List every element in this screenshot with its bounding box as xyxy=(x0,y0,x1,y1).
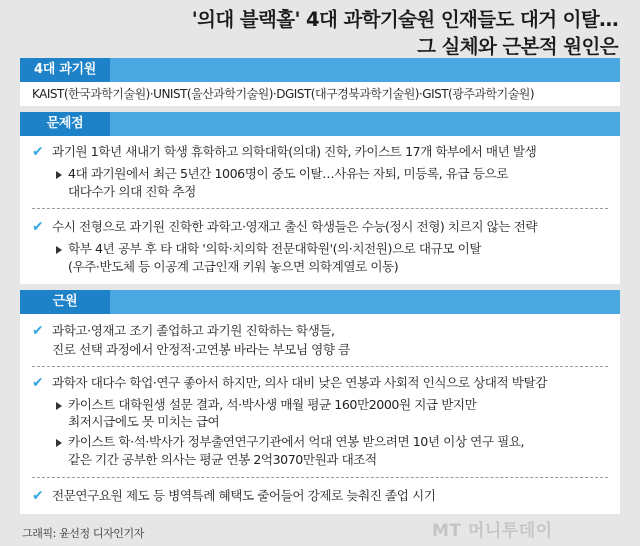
problem-2-detail-line-1: 학부 4년 공부 후 타 대학 '의학·치의학 전문대학원'(의·치전원)으로 대규모 이탈 xyxy=(68,241,482,256)
problem-2-text: 수시 전형으로 과기원 진학한 과학고·영재고 출신 학생들은 수능(정시 전형) 치르지 않는 전략 xyxy=(52,219,538,234)
cause-2-detail-1-line-1: 카이스트 대학원생 설문 결과, 석·박사생 매월 평균 160만2000원 지급 받지만 xyxy=(68,397,477,412)
money-today-logo: MT 머니투데이 xyxy=(432,521,553,541)
title-line-2: 그 실체와 근본적 원인은 xyxy=(417,35,618,58)
problem-1-text: 과기원 1학년 새내기 학생 휴학하고 의학대학(의대) 진학, 카이스트 17개 학부에서 매년 발생 xyxy=(52,144,537,159)
problems-panel xyxy=(20,136,620,284)
problem-1-detail-line-1: 4대 과기원에서 최근 5년간 1006명이 중도 이탈…사유는 자퇴, 미등록, 유급 등으로 xyxy=(68,166,508,181)
cause-2-text: 과학자 대다수 학업·연구 좋아서 하지만, 의사 대비 낮은 연봉과 사회적 인식으로 상대적 박탈감 xyxy=(52,375,547,390)
problems-header: 문제점 xyxy=(20,112,110,136)
triangle-bullet-icon xyxy=(56,439,62,447)
check-icon: ✔ xyxy=(32,375,44,391)
causes-panel xyxy=(20,314,620,514)
problem-2-detail-line-2: (우주·반도체 등 이공계 고급인재 키워 놓으면 의학계열로 이동) xyxy=(68,259,399,274)
graphic-credit: 그래픽: 윤선정 디자인기자 xyxy=(22,527,144,540)
cause-3-text: 전문연구요원 제도 등 병역특례 혜택도 줄어들어 강제로 늦춰진 졸업 시기 xyxy=(52,488,436,503)
check-icon: ✔ xyxy=(32,488,44,504)
institutes-panel xyxy=(20,82,620,106)
cause-2-detail-2-line-2: 같은 기간 공부한 의사는 평균 연봉 2억3070만원과 대조적 xyxy=(68,452,377,467)
causes-header-bar xyxy=(20,290,620,314)
problems-header-bar xyxy=(20,112,620,136)
institutes-list: KAIST(한국과학기술원)·UNIST(울산과학기술원)·DGIST(대구경북과학기술원)·GIST(광주과학기술원) xyxy=(32,87,535,101)
page-title xyxy=(192,6,618,60)
check-icon: ✔ xyxy=(32,323,44,339)
cause-2-detail-2-line-1: 카이스트 학·석·박사가 정부출연연구기관에서 억대 연봉 받으려면 10년 이상 연구 필요, xyxy=(68,434,525,449)
institutes-header-bar xyxy=(20,58,620,82)
triangle-bullet-icon xyxy=(56,246,62,254)
divider xyxy=(32,366,608,367)
problem-1-detail-line-2: 대다수가 의대 진학 추정 xyxy=(68,184,196,199)
title-line-1: '의대 블랙홀' 4대 과학기술원 인재들도 대거 이탈… xyxy=(191,8,618,31)
cause-1-line-1: 과학고·영재고 조기 졸업하고 과기원 진학하는 학생들, xyxy=(52,323,335,338)
causes-header: 근원 xyxy=(20,290,110,314)
check-icon: ✔ xyxy=(32,219,44,235)
triangle-bullet-icon xyxy=(56,171,62,179)
cause-2-detail-1-line-2: 최저시급에도 못 미치는 급여 xyxy=(68,414,220,429)
triangle-bullet-icon xyxy=(56,402,62,410)
divider xyxy=(32,477,608,478)
check-icon: ✔ xyxy=(32,144,44,160)
cause-1-line-2: 진로 선택 과정에서 안정적·고연봉 바라는 부모님 영향 큼 xyxy=(52,342,350,357)
divider xyxy=(32,208,608,209)
institutes-header: 4대 과기원 xyxy=(20,58,110,82)
